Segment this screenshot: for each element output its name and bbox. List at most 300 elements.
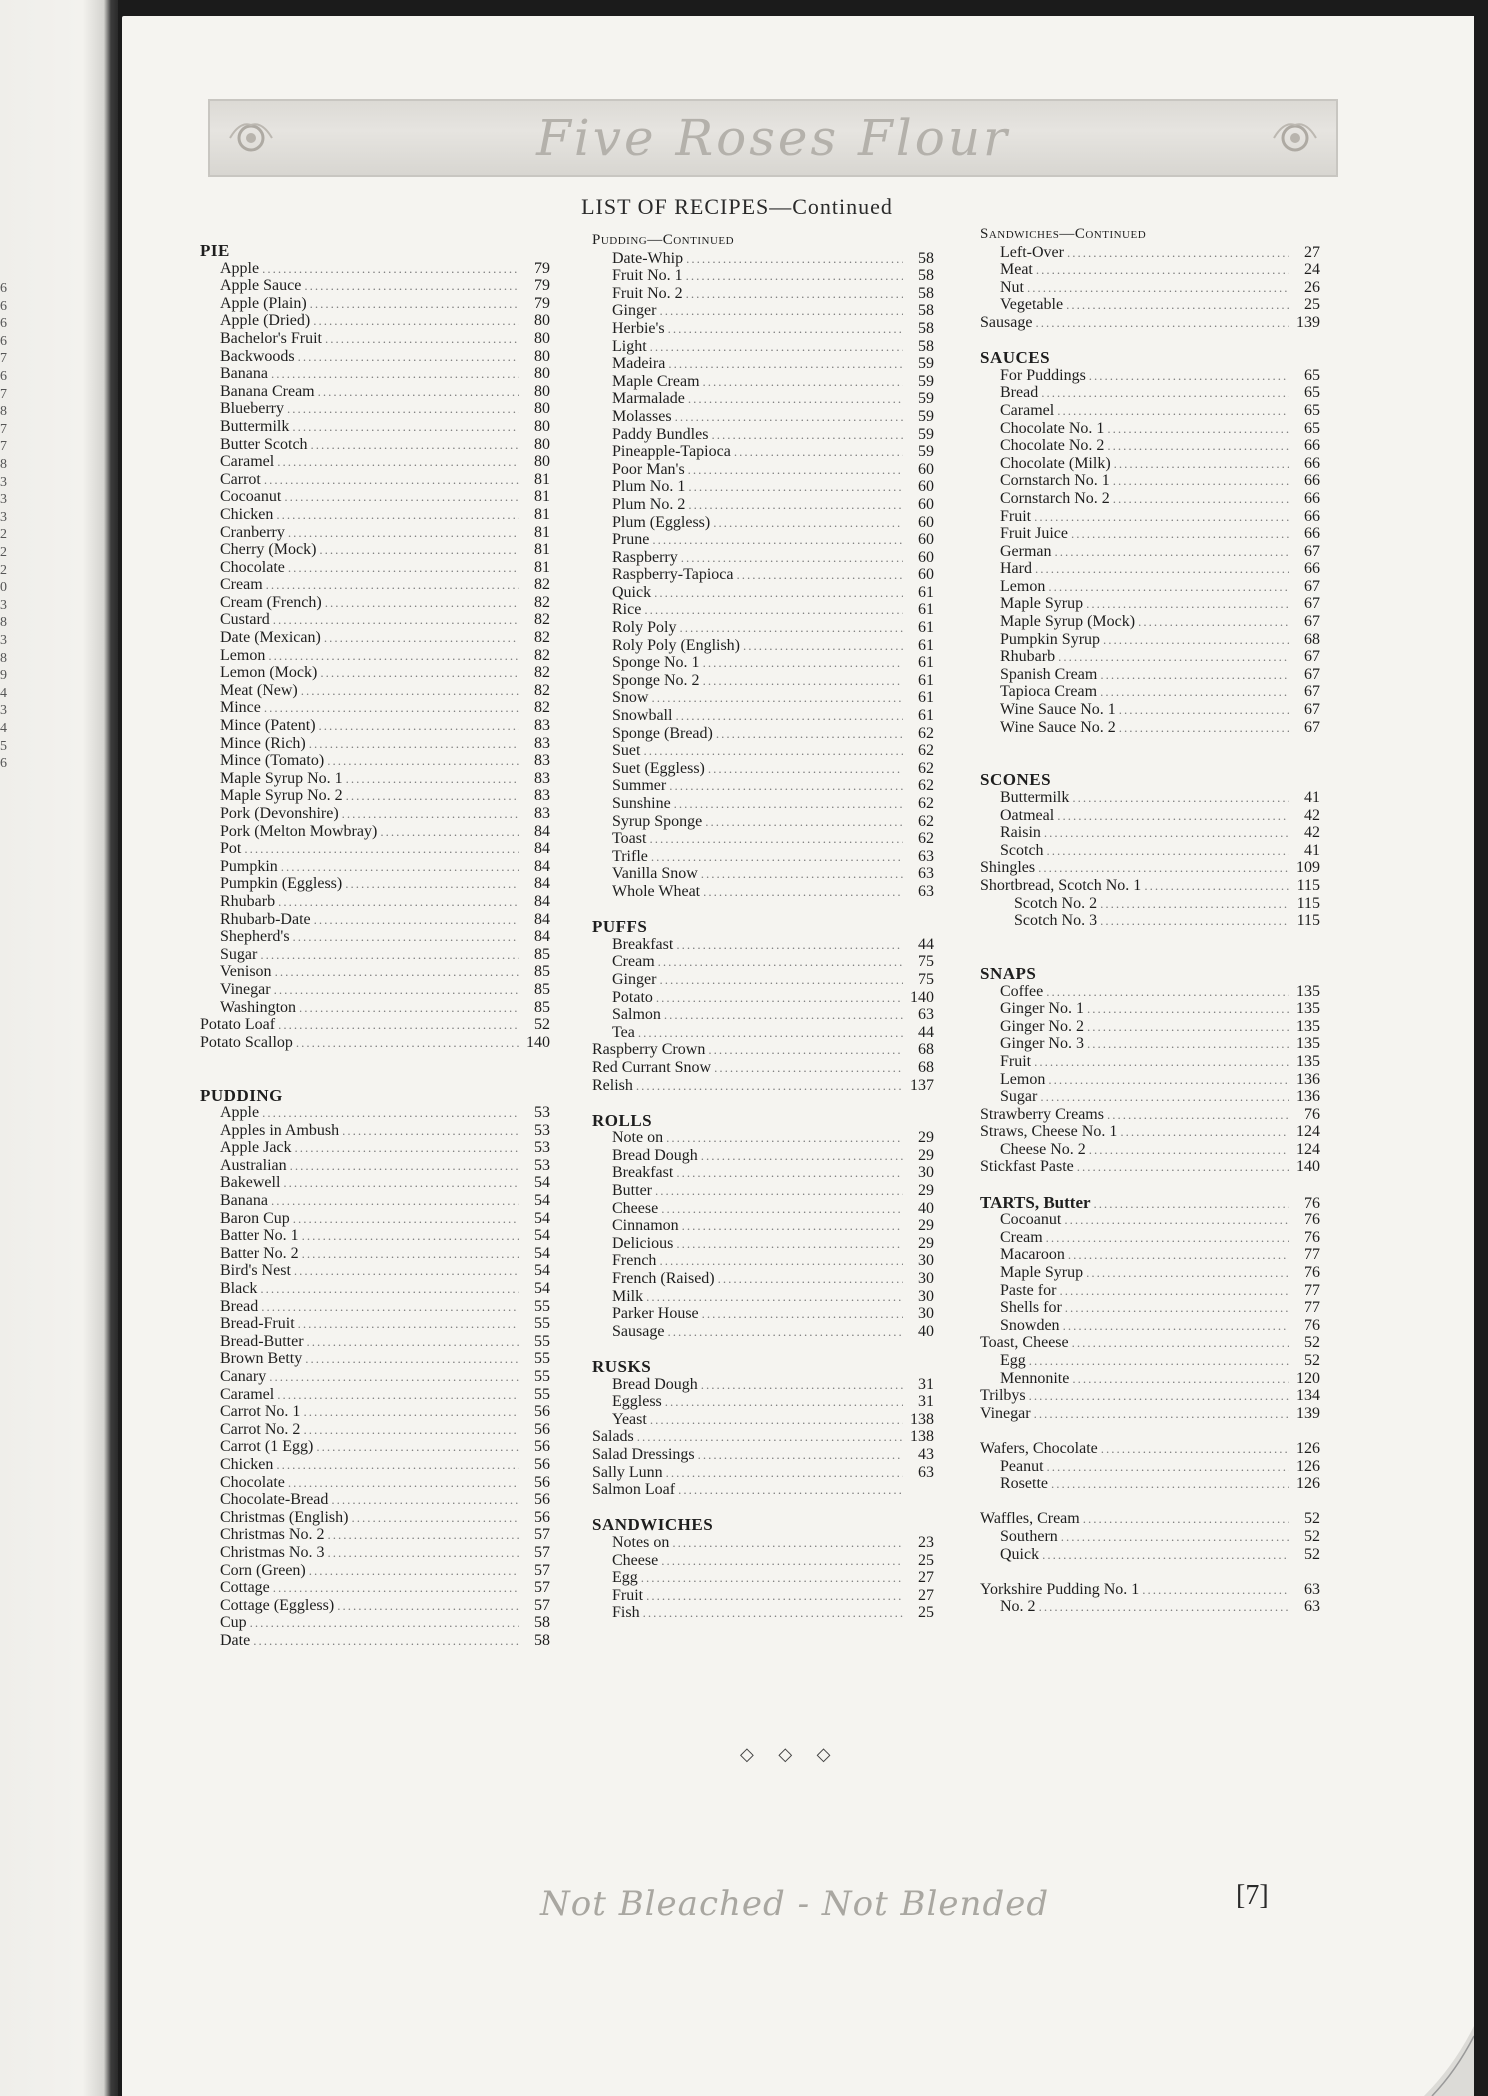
page-ref: 134 (1296, 1387, 1320, 1405)
recipe-entry (980, 1440, 1320, 1458)
page-ref: 61 (918, 654, 934, 672)
left-page-number: 6 (0, 333, 7, 349)
dot-leader (1100, 912, 1289, 930)
page-ref: 61 (918, 707, 934, 725)
recipe-name: Caramel (1000, 401, 1055, 419)
page-ref: 56 (534, 1438, 550, 1456)
recipe-entry (592, 830, 934, 848)
page-ref: 29 (918, 1129, 934, 1147)
recipe-name: Cup (220, 1614, 247, 1632)
left-page-number: 6 (0, 281, 7, 296)
page-ref: 83 (534, 805, 550, 822)
dot-leader (701, 865, 903, 883)
recipe-name: Coffee (1000, 982, 1044, 1000)
recipe-entry (592, 760, 934, 778)
recipe-entry (200, 488, 550, 506)
page-ref: 41 (1304, 841, 1320, 859)
left-page-number: 2 (0, 562, 7, 578)
recipe-entry (592, 338, 934, 356)
page-ref: 83 (534, 787, 550, 805)
dot-leader (714, 1059, 903, 1077)
recipe-entry (980, 1405, 1320, 1423)
page-ref: 138 (910, 1428, 934, 1446)
dot-leader (316, 1438, 519, 1456)
dot-leader (1039, 1598, 1289, 1616)
page-ref: 76 (1304, 1228, 1320, 1246)
dot-leader (1100, 895, 1289, 913)
recipe-name: Salmon (612, 1006, 661, 1024)
recipe-entry (200, 453, 550, 471)
recipe-entry (592, 689, 934, 707)
dot-leader (666, 1464, 903, 1482)
dot-leader (292, 418, 519, 436)
recipe-name: Ginger No. 1 (1000, 1000, 1084, 1018)
recipe-name: Ginger (612, 970, 657, 988)
recipe-name: Buttermilk (1000, 789, 1070, 806)
page-ref: 66 (1304, 472, 1320, 490)
recipe-name: Sugar (1000, 1088, 1038, 1106)
recipe-name: Pumpkin Syrup (1000, 630, 1101, 648)
recipe-entry (980, 1053, 1320, 1071)
page-ref: 67 (1304, 542, 1320, 560)
dot-leader (1036, 261, 1289, 279)
recipe-name: Pot (220, 840, 242, 858)
recipe-entry (592, 461, 934, 479)
recipe-name: Chocolate (Milk) (1000, 454, 1111, 472)
left-page-number: 3 (0, 509, 7, 525)
recipe-entry (980, 1246, 1320, 1264)
dot-leader (1101, 1440, 1289, 1458)
dot-leader (1046, 1229, 1289, 1247)
page-ref: 52 (1304, 1334, 1320, 1352)
page-ref: 82 (534, 611, 550, 629)
recipe-entry (592, 514, 934, 532)
recipe-name: Apple (Plain) (220, 294, 307, 312)
recipe-name: Parker House (612, 1305, 699, 1323)
recipe-entry (200, 1245, 550, 1263)
recipe-entry (592, 953, 934, 971)
dot-leader (1107, 420, 1289, 438)
recipe-entry (980, 1141, 1320, 1159)
recipe-entry (980, 261, 1320, 279)
dot-leader (309, 735, 519, 753)
banner-title: Five Roses Flour (536, 109, 1010, 167)
banner (208, 99, 1338, 177)
page-ref: 63 (1304, 1598, 1320, 1616)
page-ref: 84 (534, 822, 550, 840)
recipe-name: Corn (Green) (220, 1561, 306, 1579)
page-ref: 58 (918, 249, 934, 267)
recipe-entry (592, 1446, 934, 1464)
dot-leader (718, 1270, 903, 1288)
recipe-name: Cheese No. 2 (1000, 1140, 1086, 1158)
section-heading: SNAPS (980, 963, 1037, 983)
recipe-entry (980, 1546, 1320, 1564)
dot-leader (1094, 1195, 1289, 1213)
dot-leader (305, 1350, 519, 1368)
section-heading: ROLLS (592, 1110, 653, 1130)
dot-leader (651, 848, 903, 866)
recipe-name: Paddy Bundles (612, 425, 709, 443)
page-ref: 77 (1304, 1246, 1320, 1264)
dot-leader (686, 250, 903, 268)
spacer (980, 736, 1320, 754)
dot-leader (688, 496, 903, 514)
dot-leader (276, 1456, 519, 1474)
left-page-number: 8 (0, 615, 7, 631)
recipe-name: Vegetable (1000, 296, 1064, 314)
dot-leader (290, 1157, 519, 1175)
recipe-entry (980, 402, 1320, 420)
dot-leader (678, 1481, 903, 1499)
recipe-name: Quick (1000, 1545, 1040, 1563)
recipe-entry (592, 1077, 934, 1095)
left-page-number: 2 (0, 527, 7, 543)
page-ref: 61 (918, 583, 934, 601)
dot-leader (319, 541, 519, 559)
recipe-name: Cottage (Eggless) (220, 1596, 335, 1614)
recipe-name: Custard (220, 611, 270, 629)
page-ref: 57 (534, 1561, 550, 1579)
recipe-name: Bird's Nest (220, 1262, 291, 1280)
recipe-entry (980, 842, 1320, 860)
page-ref: 75 (918, 970, 934, 988)
left-page-number: 3 (0, 597, 7, 613)
recipe-name: Roly Poly (English) (612, 636, 741, 654)
dot-leader (1068, 1246, 1289, 1264)
recipe-name: Cinnamon (612, 1217, 679, 1235)
page-ref: 124 (1296, 1123, 1320, 1141)
recipe-entry (200, 277, 550, 295)
page-ref: 52 (1304, 1527, 1320, 1545)
dot-leader (325, 594, 519, 612)
recipe-name: Vinegar (220, 980, 271, 998)
page-ref: 29 (918, 1182, 934, 1200)
dot-leader (646, 1587, 903, 1605)
recipe-entry (200, 1544, 550, 1562)
dot-leader (264, 471, 519, 489)
dot-leader (1144, 877, 1289, 895)
spacer (980, 1563, 1320, 1581)
recipe-name: Pumpkin (Eggless) (220, 875, 343, 893)
dot-leader (651, 689, 903, 707)
page-ref: 85 (534, 945, 550, 963)
recipe-entry (592, 672, 934, 690)
recipe-name: Whole Wheat (612, 882, 701, 900)
page-ref: 81 (534, 558, 550, 576)
dot-leader (681, 549, 903, 567)
dot-leader (1113, 472, 1289, 490)
page-ref: 67 (1304, 718, 1320, 736)
recipe-entry (592, 654, 934, 672)
page-ref: 83 (534, 769, 550, 787)
page-ref: 56 (534, 1473, 550, 1491)
dot-leader (273, 611, 519, 629)
recipe-entry (200, 963, 550, 981)
dot-leader (638, 1024, 903, 1042)
recipe-entry (200, 594, 550, 612)
recipe-name: Rosette (1000, 1475, 1048, 1493)
left-page-number: 3 (0, 474, 7, 490)
dot-leader (676, 1164, 903, 1182)
recipe-entry (200, 1526, 550, 1544)
page-ref: 135 (1296, 1000, 1320, 1018)
page-ref: 136 (1296, 1070, 1320, 1088)
recipe-name: Australian (220, 1156, 287, 1174)
page-ref: 80 (534, 417, 550, 435)
page-ref: 42 (1304, 806, 1320, 824)
recipe-entry (980, 1229, 1320, 1247)
recipe-entry (200, 682, 550, 700)
left-page-number: 7 (0, 386, 7, 402)
dot-leader (656, 989, 903, 1007)
page-ref: 62 (918, 777, 934, 795)
page-ref: 60 (918, 531, 934, 549)
page-ref: 136 (1296, 1088, 1320, 1106)
dot-leader (278, 1016, 519, 1034)
spacer (980, 1422, 1320, 1440)
spacer (980, 1493, 1320, 1511)
left-page-number: 6 (0, 756, 7, 772)
recipe-name: Straws, Cheese No. 1 (980, 1123, 1118, 1141)
section-heading: PUDDING (200, 1085, 283, 1105)
dot-leader (682, 1217, 903, 1235)
recipe-name: Eggless (612, 1393, 662, 1411)
spacer (980, 930, 1320, 948)
recipe-name: Cocoanut (220, 488, 282, 506)
recipe-entry (200, 260, 550, 278)
recipe-entry (200, 1632, 550, 1650)
dot-leader (703, 654, 903, 672)
recipe-entry (980, 1282, 1320, 1300)
page-ref: 58 (918, 302, 934, 320)
recipe-entry (592, 725, 934, 743)
recipe-entry (200, 946, 550, 964)
recipe-column-3 (980, 226, 1320, 1616)
page-ref: 58 (918, 284, 934, 302)
dot-leader (1086, 1264, 1289, 1282)
dot-leader (284, 488, 519, 506)
recipe-entry (980, 595, 1320, 613)
dot-leader (262, 260, 519, 278)
dot-leader (1100, 666, 1289, 684)
left-page-number: 9 (0, 668, 7, 684)
recipe-entry (200, 752, 550, 770)
dot-leader (293, 1210, 519, 1228)
recipe-entry (200, 647, 550, 665)
dot-leader (1107, 437, 1289, 455)
spacer (980, 1176, 1320, 1194)
recipe-entry (980, 895, 1320, 913)
page-ref: 81 (534, 541, 550, 559)
page-ref: 56 (534, 1491, 550, 1509)
dot-leader (1057, 402, 1289, 420)
dot-leader (1034, 1053, 1289, 1071)
recipe-name: Banana (220, 1192, 268, 1210)
recipe-name: Potato Loaf (200, 1016, 276, 1034)
dot-leader (288, 559, 519, 577)
dot-leader (288, 1474, 519, 1492)
page-ref: 68 (918, 1058, 934, 1076)
page-ref: 140 (526, 1033, 550, 1051)
page-ref: 65 (1304, 401, 1320, 419)
recipe-name: Raspberry (612, 548, 678, 566)
dot-leader (636, 1077, 903, 1095)
recipe-name: Tea (612, 1023, 635, 1041)
dot-leader (737, 566, 904, 584)
left-page-number: 6 (0, 316, 7, 332)
recipe-entry (592, 390, 934, 408)
recipe-entry (200, 295, 550, 313)
recipe-name: Fruit Juice (1000, 525, 1068, 543)
page-ref: 67 (1304, 595, 1320, 613)
recipe-name: Apple Jack (220, 1139, 292, 1157)
recipe-entry (980, 279, 1320, 297)
page-ref: 57 (534, 1596, 550, 1614)
page-ref: 82 (534, 646, 550, 664)
recipe-entry (592, 1481, 934, 1499)
recipe-entry (980, 1158, 1320, 1176)
page-ref: 66 (1304, 454, 1320, 472)
section-continued-heading: Sandwiches—Continued (980, 226, 1147, 242)
recipe-entry (200, 348, 550, 366)
dot-leader (281, 858, 519, 876)
recipe-entry (592, 267, 934, 285)
page-ref: 30 (918, 1252, 934, 1270)
recipe-entry (200, 735, 550, 753)
recipe-name: Pork (Melton Mowbray) (220, 822, 378, 840)
left-page-number: 4 (0, 721, 7, 736)
recipe-entry (200, 629, 550, 647)
recipe-name: Suet (612, 742, 641, 760)
recipe-entry (592, 707, 934, 725)
page-ref: 84 (534, 840, 550, 858)
recipe-name: Syrup Sponge (612, 812, 703, 830)
page-ref: 137 (910, 1076, 934, 1094)
recipe-entry (592, 1164, 934, 1182)
dot-leader (261, 1298, 519, 1316)
recipe-entry (980, 490, 1320, 508)
recipe-entry (200, 1438, 550, 1456)
page-ref: 79 (534, 294, 550, 312)
recipe-entry (980, 1334, 1320, 1352)
dot-leader (302, 1245, 519, 1263)
dot-leader (327, 752, 519, 770)
recipe-name: Peanut (1000, 1457, 1044, 1475)
dot-leader (1055, 543, 1289, 561)
recipe-name: Apple (220, 1104, 260, 1122)
page-ref: 60 (918, 460, 934, 478)
page-ref: 30 (918, 1287, 934, 1305)
dot-leader (688, 390, 903, 408)
recipe-entry (980, 648, 1320, 666)
dot-leader (643, 742, 903, 760)
recipe-entry (980, 683, 1320, 701)
recipe-entry (592, 1235, 934, 1253)
recipe-entry (980, 1264, 1320, 1282)
recipe-name: Breakfast (612, 1164, 674, 1182)
page-ref: 80 (534, 382, 550, 400)
dot-leader (668, 355, 903, 373)
recipe-entry (980, 543, 1320, 561)
page-ref: 135 (1296, 1052, 1320, 1070)
recipe-entry (200, 1034, 550, 1052)
recipe-name: Ginger No. 3 (1000, 1035, 1084, 1053)
page-ref: 31 (918, 1375, 934, 1393)
spacer (200, 1051, 550, 1069)
page-ref: 81 (534, 488, 550, 506)
recipe-entry (980, 578, 1320, 596)
recipe-name: Madeira (612, 355, 666, 373)
dot-leader (298, 1315, 519, 1333)
dot-leader (314, 911, 519, 929)
recipe-entry (200, 699, 550, 717)
recipe-entry (980, 1370, 1320, 1388)
left-page-edge (0, 0, 118, 2096)
page-ref: 29 (918, 1217, 934, 1235)
dot-leader (351, 1509, 519, 1527)
page-ref: 67 (1304, 701, 1320, 719)
page-ref: 25 (1304, 296, 1320, 314)
dot-leader (1042, 1546, 1289, 1564)
recipe-entry (592, 250, 934, 268)
dot-leader (698, 1446, 903, 1464)
dot-leader (1029, 1387, 1289, 1405)
section-heading: PUFFS (592, 917, 648, 937)
page-ref: 84 (534, 928, 550, 946)
dot-leader (686, 285, 903, 303)
recipe-entry (200, 999, 550, 1017)
dot-leader (276, 506, 519, 524)
dot-leader (1067, 244, 1289, 262)
recipe-entry (980, 789, 1320, 807)
recipe-entry (200, 1174, 550, 1192)
recipe-name: Scotch No. 2 (1014, 894, 1098, 912)
dot-leader (271, 1192, 519, 1210)
left-page-number: 3 (0, 492, 7, 508)
recipe-entry (592, 813, 934, 831)
page-ref: 115 (1296, 912, 1320, 930)
page-ref: 139 (1296, 1404, 1320, 1422)
recipe-entry (200, 1579, 550, 1597)
recipe-entry (200, 717, 550, 735)
recipe-entry (200, 840, 550, 858)
recipe-name: Sponge No. 1 (612, 654, 700, 672)
recipe-entry (200, 893, 550, 911)
recipe-name: Sausage (980, 313, 1033, 331)
page-ref: 44 (918, 935, 934, 953)
recipe-name: Delicious (612, 1234, 674, 1252)
page-ref: 82 (534, 593, 550, 611)
page-ref: 65 (1304, 419, 1320, 437)
dot-leader (1034, 508, 1289, 526)
page-ref: 56 (534, 1455, 550, 1473)
dot-leader (303, 1403, 519, 1421)
recipe-entry (980, 1299, 1320, 1317)
page-number: [7] (1236, 1880, 1269, 1911)
recipe-name: German (1000, 542, 1052, 560)
recipe-entry (200, 471, 550, 489)
footer-slogan: Not Bleached - Not Blended (540, 1884, 1050, 1924)
page-ref: 135 (1296, 1017, 1320, 1035)
recipe-name: Macaroon (1000, 1246, 1065, 1264)
recipe-entry (980, 1387, 1320, 1405)
recipe-name: Salmon Loaf (592, 1481, 676, 1499)
page-ref: 42 (1304, 824, 1320, 842)
dot-leader (1035, 560, 1289, 578)
left-page-number: 8 (0, 404, 7, 420)
dot-leader (674, 795, 903, 813)
